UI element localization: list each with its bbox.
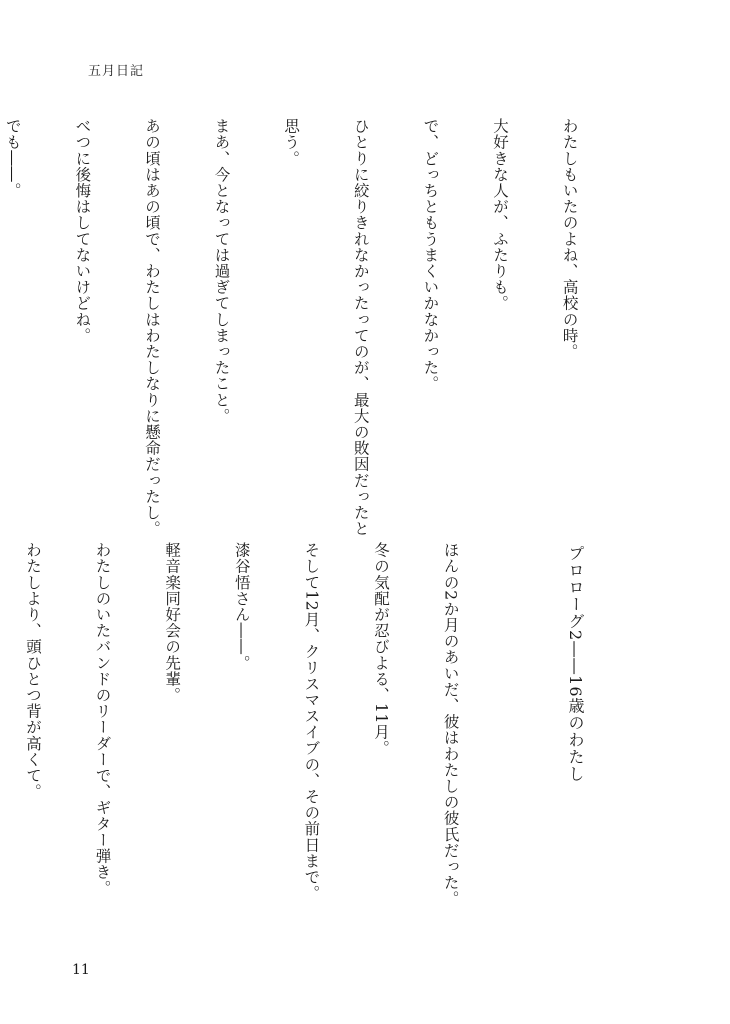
text-column: そして12月、クリスマスイブの、その前日まで。 [302,542,321,902]
top-text-block [3,118,627,537]
text-column: まあ、今となっては過ぎてしまったこと。 [212,118,231,424]
running-head: 五月日記 [88,64,145,79]
text-column: あの頃はあの頃で、わたしはわたしなりに懸命だったし。 [142,118,161,537]
text-column: 思う。 [282,118,301,167]
text-column: 大好きな人が、ふたりも。 [490,118,509,312]
chapter-heading: プロローグ2――16歳のわたし [566,545,585,783]
text-column: ほんの2か月のあいだ、彼はわたしの彼氏だった。 [441,542,460,907]
text-column: わたしもいたのよね、高校の時。 [560,118,579,360]
text-column: で、どっちともうまくいかなかった。 [421,118,440,392]
text-column: 漆谷悟さん――。 [232,542,251,671]
text-column: 冬の気配が忍びよる、11月。 [371,542,390,757]
text-column: 軽音楽同好会の先輩。 [163,542,182,703]
text-column: ひとりに絞りきれなかったってのが、最大の敗因だったと [351,118,370,537]
text-column: わたしのいたバンドのリーダーで、ギター弾き。 [93,542,112,897]
bottom-text-block [23,542,508,927]
text-column: でも――。 [3,118,22,199]
text-column: べつに後悔はしてないけどね。 [73,118,92,344]
text-column: わたしより、頭ひとつ背が高くて。 [23,542,42,800]
page-number: 11 [72,962,90,978]
